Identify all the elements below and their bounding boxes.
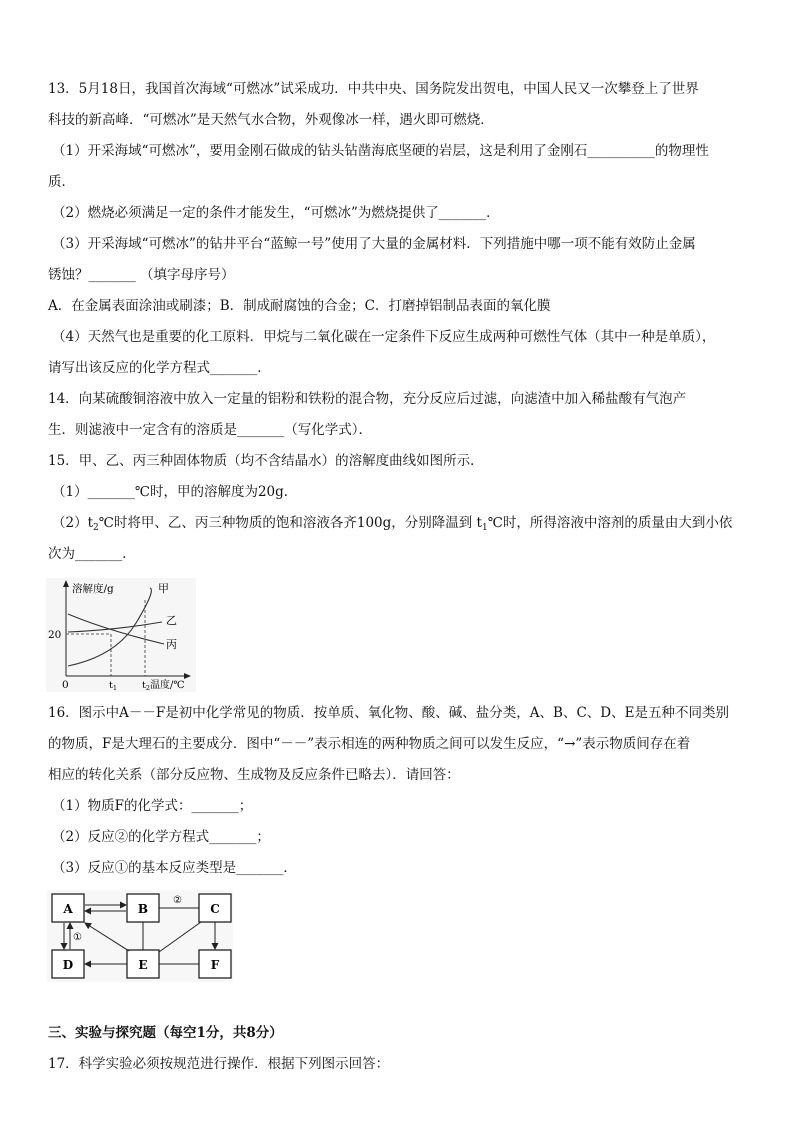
- q16-line1: 16．图示中A－－F是初中化学常见的物质．按单质、氧化物、酸、碱、盐分类，A、B、C、D、E是五种不同类别: [48, 705, 729, 721]
- q13-part4-line2: 请写出该反应的化学方程式_______．: [48, 360, 271, 376]
- q13-part1-line1: （1）开采海域“可燃冰”，要用金刚石做成的钻头钻凿海底坚硬的岩层，这是利用了金刚石__________的物理性: [52, 143, 709, 159]
- label-e: E: [138, 958, 148, 972]
- label-c: C: [210, 902, 220, 916]
- q15-part2-line1: [52, 514, 732, 537]
- chart-y20: 20: [48, 629, 62, 641]
- label-d: D: [62, 958, 74, 972]
- q13-part4-line1: （4）天然气也是重要的化工原料．甲烷与二氧化碳在一定条件下反应生成两种可燃性气体（其中一种是单质），: [52, 329, 716, 345]
- label-jia: 甲: [158, 582, 169, 595]
- section3-title: 三、实验与探究题（每空1分，共8分）: [48, 1025, 283, 1041]
- q16-line2: 的物质，F是大理石的主要成分．图中“－－”表示相连的两种物质之间可以发生反应，“→”表示物质间存在着: [48, 736, 691, 752]
- label-yi: 乙: [166, 614, 177, 627]
- q15-part2-pre: （2）t: [52, 515, 94, 531]
- q13-part3-line1: （3）开采海域“可燃冰”的钻井平台“蓝鲸一号”使用了大量的金属材料．下列措施中哪一项不能有效防止金属: [52, 236, 696, 252]
- chart-t1: $t_1$: [109, 680, 117, 692]
- q13-line2: 科技的新高峰．“可燃冰”是天然气水合物，外观像冰一样，遇火即可燃烧．: [48, 112, 494, 128]
- solubility-chart: [46, 578, 196, 692]
- relation-diagram: [47, 890, 233, 982]
- q15-part2-mid: ℃时将甲、乙、丙三种物质的饱和溶液各齐100g，分别降温到 t: [98, 515, 482, 531]
- q16-part2: （2）反应②的化学方程式_______；: [52, 829, 270, 845]
- q13-part2: （2）燃烧必须满足一定的条件才能发生，“可燃冰”为燃烧提供了_______．: [52, 205, 500, 221]
- q13-options: A．在金属表面涂油或刷漆；B．制成耐腐蚀的合金；C．打磨掉铝制品表面的氧化膜: [48, 298, 551, 314]
- q16-part1: （1）物质F的化学式：_______；: [52, 798, 253, 814]
- q13-part1-line2: 质．: [48, 174, 75, 190]
- chart-xlabel: 温度/℃: [150, 680, 185, 691]
- q15-part2-sub2: 1: [481, 523, 488, 533]
- label-f: F: [210, 958, 220, 972]
- q16-part3: （3）反应①的基本反应类型是_______．: [52, 860, 297, 876]
- q14-line2: 生．则滤液中一定含有的溶质是_______（写化学式）．: [48, 422, 372, 438]
- q14-line1: 14．向某硫酸铜溶液中放入一定量的铝粉和铁粉的混合物，充分反应后过滤，向滤渣中加入稀盐酸有气泡产: [48, 391, 687, 407]
- mark-1: ①: [73, 932, 82, 943]
- label-bing: 丙: [166, 638, 177, 651]
- label-b: B: [137, 902, 149, 916]
- chart-ylabel: 溶解度/g: [72, 583, 114, 595]
- q17-line1: 17．科学实验必须按规范进行操作．根据下列图示回答：: [48, 1056, 390, 1072]
- q15-part2-sub1: 2: [93, 523, 99, 533]
- chart-origin: 0: [62, 679, 69, 691]
- label-a: A: [63, 902, 73, 916]
- chart-t2: $t_2$: [142, 680, 150, 692]
- q15-part2-line2: 次为_______．: [48, 546, 136, 562]
- q16-line3: 相应的转化关系（部分反应物、生成物及反应条件已略去）．请回答：: [48, 767, 460, 783]
- q13-line1: 13．5月18日，我国首次海域“可燃冰”试采成功．中共中央、国务院发出贺电，中国人民又一次攀登上了世界: [48, 81, 699, 97]
- mark-2: ②: [173, 895, 182, 906]
- q15-line1: 15．甲、乙、丙三种固体物质（均不含结晶水）的溶解度曲线如图所示．: [48, 453, 484, 469]
- q15-part1: （1）_______℃时，甲的溶解度为20g．: [52, 484, 298, 500]
- q15-part2-post: ℃时，所得溶液中溶剂的质量由大到小依: [487, 515, 733, 531]
- q13-part3-line2: 锈蚀？_______ （填字母序号）: [48, 267, 235, 283]
